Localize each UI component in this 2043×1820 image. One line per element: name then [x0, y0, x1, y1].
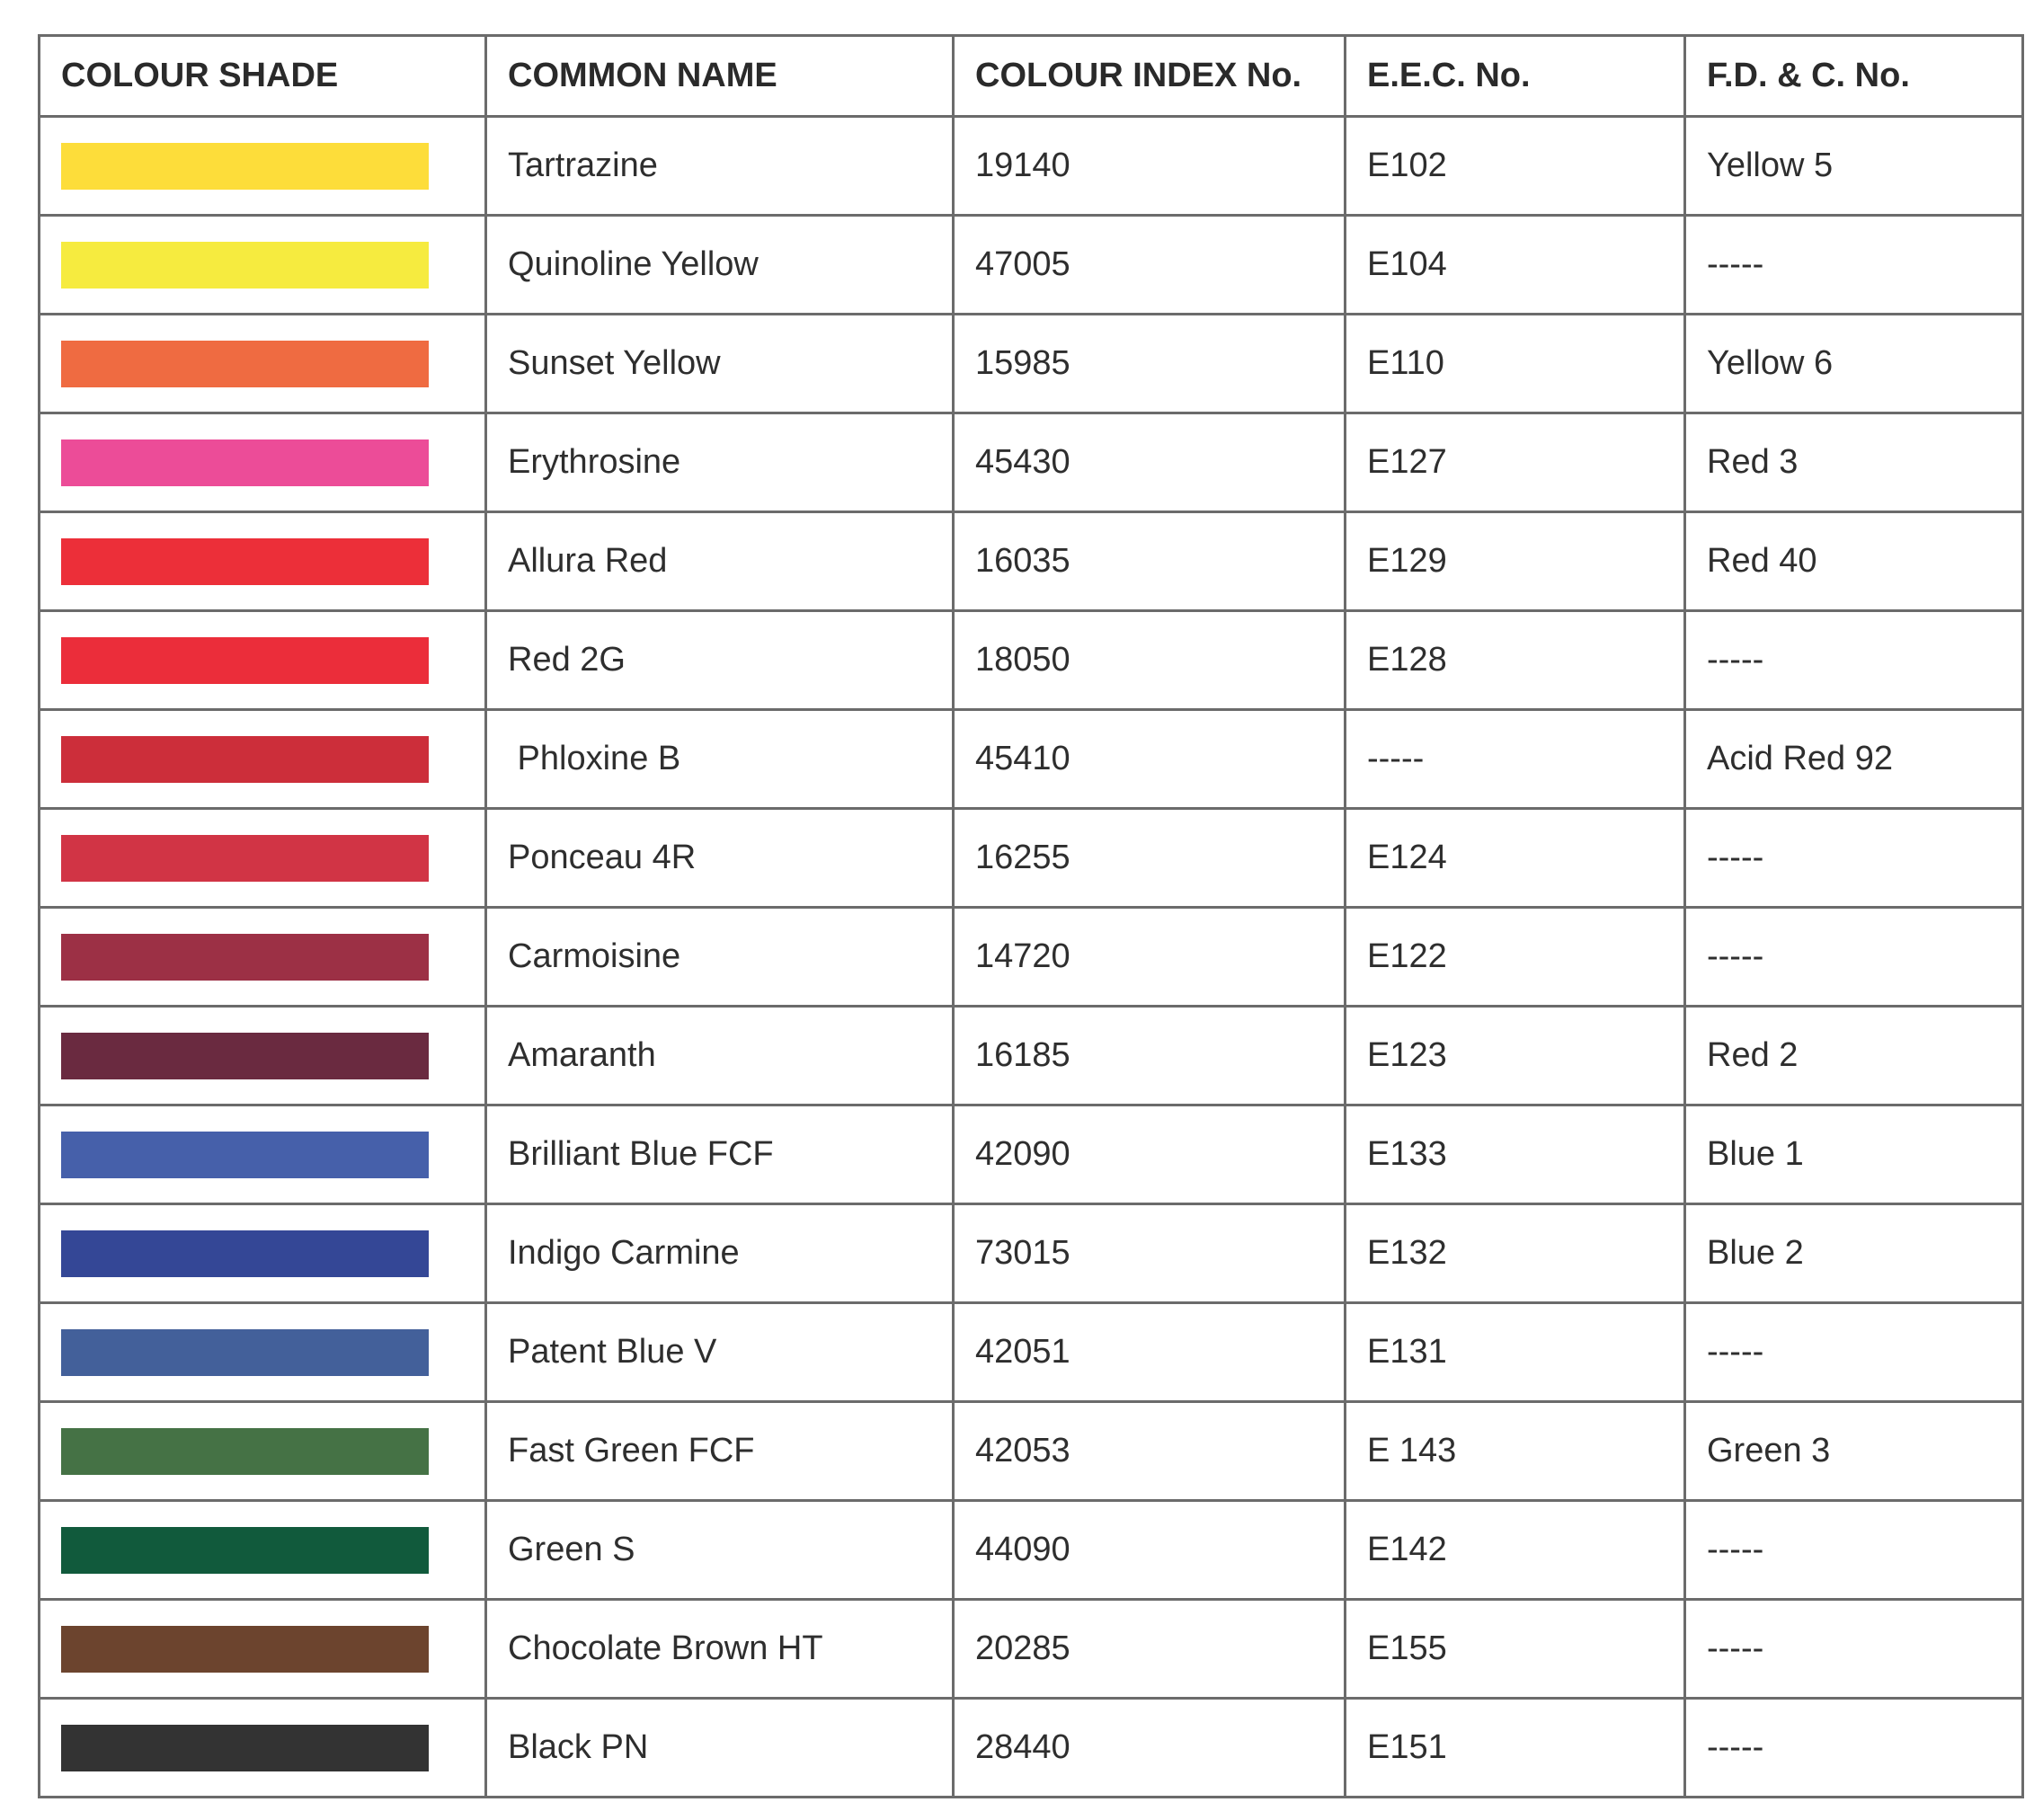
eec-number-cell: E151: [1346, 1699, 1685, 1798]
common-name-cell: Red 2G: [486, 611, 954, 710]
table-row: [40, 1204, 2023, 1303]
fdc-number-cell: -----: [1685, 908, 2023, 1007]
table-row: [40, 1501, 2023, 1600]
colour-index-cell: 20285: [954, 1600, 1346, 1699]
fdc-number-cell: -----: [1685, 611, 2023, 710]
eec-number-cell: -----: [1346, 710, 1685, 809]
fdc-number-cell: Green 3: [1685, 1402, 2023, 1501]
fdc-number-cell: -----: [1685, 809, 2023, 908]
colour-index-cell: 16185: [954, 1007, 1346, 1105]
food-dye-table-container: [38, 34, 2024, 1798]
fdc-number-cell: -----: [1685, 1600, 2023, 1699]
colour-index-cell: 15985: [954, 315, 1346, 413]
colour-swatch: [61, 934, 429, 981]
fdc-number-cell: -----: [1685, 1699, 2023, 1798]
common-name-cell: Fast Green FCF: [486, 1402, 954, 1501]
colour-shade-cell: [40, 1204, 486, 1303]
fdc-number-cell: Red 2: [1685, 1007, 2023, 1105]
common-name-cell: Ponceau 4R: [486, 809, 954, 908]
colour-index-cell: 18050: [954, 611, 1346, 710]
colour-index-cell: 45410: [954, 710, 1346, 809]
header-colour-index: COLOUR INDEX No.: [954, 36, 1346, 117]
colour-index-cell: 73015: [954, 1204, 1346, 1303]
fdc-number-cell: Yellow 5: [1685, 117, 2023, 216]
eec-number-cell: E129: [1346, 512, 1685, 611]
table-row: [40, 413, 2023, 512]
common-name-cell: Green S: [486, 1501, 954, 1600]
colour-swatch: [61, 1132, 429, 1178]
colour-shade-cell: [40, 809, 486, 908]
colour-shade-cell: [40, 1007, 486, 1105]
header-eec-number: E.E.C. No.: [1346, 36, 1685, 117]
table-row: [40, 809, 2023, 908]
eec-number-cell: E133: [1346, 1105, 1685, 1204]
common-name-cell: Amaranth: [486, 1007, 954, 1105]
eec-number-cell: E127: [1346, 413, 1685, 512]
table-row: [40, 710, 2023, 809]
table-row: [40, 1007, 2023, 1105]
header-fdc-number: F.D. & C. No.: [1685, 36, 2023, 117]
colour-shade-cell: [40, 1402, 486, 1501]
eec-number-cell: E122: [1346, 908, 1685, 1007]
colour-swatch: [61, 439, 429, 486]
header-common-name: COMMON NAME: [486, 36, 954, 117]
table-row: [40, 611, 2023, 710]
colour-index-cell: 44090: [954, 1501, 1346, 1600]
common-name-cell: Allura Red: [486, 512, 954, 611]
colour-index-cell: 42090: [954, 1105, 1346, 1204]
colour-shade-cell: [40, 1303, 486, 1402]
colour-swatch: [61, 1527, 429, 1574]
colour-swatch: [61, 1428, 429, 1475]
colour-index-cell: 16255: [954, 809, 1346, 908]
colour-swatch: [61, 1626, 429, 1673]
common-name-cell: Indigo Carmine: [486, 1204, 954, 1303]
common-name-cell: Tartrazine: [486, 117, 954, 216]
table-row: [40, 1303, 2023, 1402]
colour-swatch: [61, 341, 429, 387]
fdc-number-cell: Yellow 6: [1685, 315, 2023, 413]
colour-shade-cell: [40, 413, 486, 512]
common-name-cell: Phloxine B: [486, 710, 954, 809]
colour-shade-cell: [40, 710, 486, 809]
common-name-cell: Sunset Yellow: [486, 315, 954, 413]
eec-number-cell: E102: [1346, 117, 1685, 216]
table-row: [40, 1699, 2023, 1798]
colour-index-cell: 45430: [954, 413, 1346, 512]
common-name-cell: Brilliant Blue FCF: [486, 1105, 954, 1204]
eec-number-cell: E110: [1346, 315, 1685, 413]
fdc-number-cell: -----: [1685, 1303, 2023, 1402]
common-name-cell: Black PN: [486, 1699, 954, 1798]
header-colour-shade: COLOUR SHADE: [40, 36, 486, 117]
colour-shade-cell: [40, 611, 486, 710]
table-row: [40, 512, 2023, 611]
colour-shade-cell: [40, 1501, 486, 1600]
eec-number-cell: E142: [1346, 1501, 1685, 1600]
eec-number-cell: E123: [1346, 1007, 1685, 1105]
colour-shade-cell: [40, 1699, 486, 1798]
colour-index-cell: 14720: [954, 908, 1346, 1007]
common-name-cell: Patent Blue V: [486, 1303, 954, 1402]
table-row: [40, 315, 2023, 413]
common-name-cell: Chocolate Brown HT: [486, 1600, 954, 1699]
colour-index-cell: 42051: [954, 1303, 1346, 1402]
colour-shade-cell: [40, 1600, 486, 1699]
colour-swatch: [61, 1230, 429, 1277]
table-row: [40, 1105, 2023, 1204]
table-header: [40, 36, 2023, 117]
colour-shade-cell: [40, 117, 486, 216]
header-row: [40, 36, 2023, 117]
eec-number-cell: E 143: [1346, 1402, 1685, 1501]
table-row: [40, 117, 2023, 216]
colour-index-cell: 42053: [954, 1402, 1346, 1501]
fdc-number-cell: Blue 2: [1685, 1204, 2023, 1303]
colour-swatch: [61, 736, 429, 783]
eec-number-cell: E155: [1346, 1600, 1685, 1699]
colour-swatch: [61, 1725, 429, 1771]
fdc-number-cell: Red 3: [1685, 413, 2023, 512]
food-dye-table: [38, 34, 2024, 1798]
common-name-cell: Quinoline Yellow: [486, 216, 954, 315]
table-row: [40, 908, 2023, 1007]
colour-index-cell: 16035: [954, 512, 1346, 611]
colour-swatch: [61, 538, 429, 585]
colour-shade-cell: [40, 908, 486, 1007]
colour-swatch: [61, 1033, 429, 1079]
fdc-number-cell: Acid Red 92: [1685, 710, 2023, 809]
fdc-number-cell: -----: [1685, 1501, 2023, 1600]
table-body: [40, 117, 2023, 1798]
table-row: [40, 216, 2023, 315]
colour-shade-cell: [40, 512, 486, 611]
eec-number-cell: E128: [1346, 611, 1685, 710]
colour-swatch: [61, 637, 429, 684]
colour-shade-cell: [40, 216, 486, 315]
fdc-number-cell: -----: [1685, 216, 2023, 315]
fdc-number-cell: Blue 1: [1685, 1105, 2023, 1204]
eec-number-cell: E104: [1346, 216, 1685, 315]
colour-swatch: [61, 143, 429, 190]
eec-number-cell: E132: [1346, 1204, 1685, 1303]
colour-index-cell: 28440: [954, 1699, 1346, 1798]
colour-shade-cell: [40, 315, 486, 413]
colour-index-cell: 47005: [954, 216, 1346, 315]
table-row: [40, 1402, 2023, 1501]
colour-swatch: [61, 1329, 429, 1376]
colour-shade-cell: [40, 1105, 486, 1204]
colour-swatch: [61, 835, 429, 882]
table-row: [40, 1600, 2023, 1699]
fdc-number-cell: Red 40: [1685, 512, 2023, 611]
common-name-cell: Erythrosine: [486, 413, 954, 512]
colour-index-cell: 19140: [954, 117, 1346, 216]
common-name-cell: Carmoisine: [486, 908, 954, 1007]
eec-number-cell: E131: [1346, 1303, 1685, 1402]
colour-swatch: [61, 242, 429, 289]
eec-number-cell: E124: [1346, 809, 1685, 908]
